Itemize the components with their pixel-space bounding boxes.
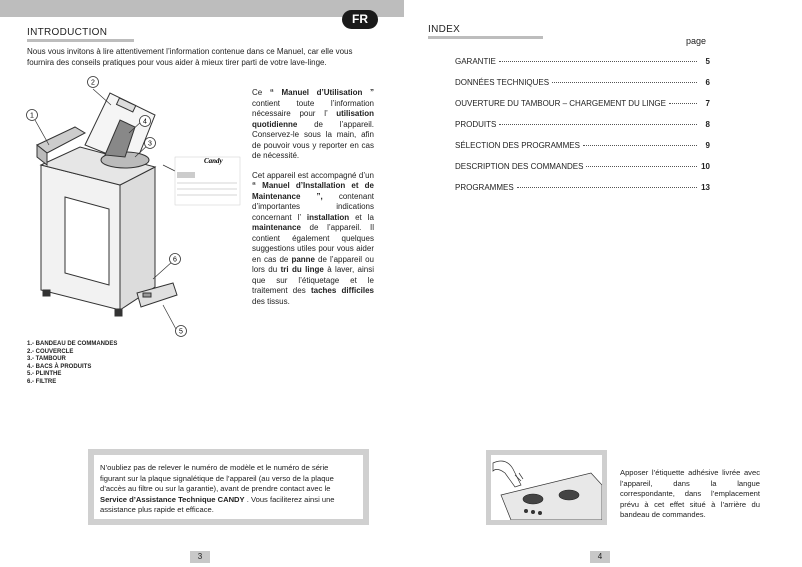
index-entry-produits[interactable]: PRODUITS 8	[455, 120, 710, 129]
page-number-left: 3	[190, 551, 210, 563]
index-entry-ouverture-tambour[interactable]: OUVERTURE DU TAMBOUR – CHARGEMENT DU LINGE 7	[455, 99, 710, 108]
callout-4: 4	[143, 118, 147, 126]
service-note-text: N’oubliez pas de relever le numéro de modèle et le numéro de série figurant sur la plaque signalétique de l’appareil (au verso de la plaque d’accès au filtre ou sur la garantie), avant de prendre contact avec le Service d’Assistance Technique CANDY . Vous faciliterez ainsi une assistance plus rapide et efficace.	[100, 463, 335, 514]
legend-item: 1.- BANDEAU DE COMMANDES	[27, 341, 118, 347]
manual-description	[252, 88, 374, 316]
control-panel-label-illustration	[491, 455, 602, 520]
callout-3: 3	[148, 140, 152, 148]
installation-manual-paragraph: Cet appareil est accompagné d’un “ Manuel d’Installation et de Maintenance ”, contenant d’importantes indications concernant l’ installation et la maintenance de l’appareil. Il contient également quelques suggestions utiles pour vous aider en cas de panne de l’appareil ou lors du tri du linge à laver, ainsi que sur l’étiquetage et le traitement des taches difficiles des tissus.	[252, 170, 375, 306]
callout-1: 1	[30, 112, 34, 120]
section-title-introduction: INTRODUCTION	[27, 27, 108, 38]
rating-plate	[163, 157, 240, 205]
callout-5: 5	[179, 328, 183, 336]
legend-item: 3.- TAMBOUR	[27, 356, 66, 362]
usage-manual-paragraph: Ce “ Manuel d’Utilisation ” contient toute l’information nécessaire pour l’ utilisation quotidienne de l’appareil. Conservez-le sous la main, afin de pouvoir vous y reporter en cas de nécessité.	[252, 88, 374, 160]
page-number-right: 4	[590, 551, 610, 563]
language-badge: FR	[342, 10, 378, 29]
callout-6: 6	[173, 256, 177, 264]
intro-paragraph: Nous vous invitons à lire attentivement l’information contenue dans ce Manuel, car elle vous fournira des conseils pratiques pour vous aider à mieux tirer parti de votre lave-linge.	[27, 47, 353, 67]
index-entry-selection-programmes[interactable]: SÉLECTION DES PROGRAMMES 9	[455, 141, 710, 150]
legend-item: 2.- COUVERCLE	[27, 348, 74, 355]
legend-item: 6.- FILTRE	[27, 378, 57, 385]
section-title-index: INDEX	[428, 24, 461, 35]
title-underline	[27, 39, 134, 42]
label-illustration-frame	[486, 450, 607, 525]
index-entry-garantie[interactable]: GARANTIE 5	[455, 57, 710, 66]
index-entry-description-commandes[interactable]: DESCRIPTION DES COMMANDES 10	[455, 162, 710, 171]
washing-machine-illustration	[25, 75, 255, 340]
index-entry-programmes[interactable]: PROGRAMMES 13	[455, 183, 710, 192]
callout-2: 2	[91, 79, 95, 87]
label-instruction-text: Apposer l’étiquette adhésive livrée avec l’appareil, dans la langue correspondante, dans l’emplacement prévu à cet effet situé à l’arrière du bandeau de commandes.	[620, 468, 760, 519]
page-column-label: page	[686, 36, 707, 46]
title-underline	[428, 36, 543, 39]
index-entry-donnees-techniques[interactable]: DONNÉES TECHNIQUES 6	[455, 78, 710, 87]
legend-item: 4.- BACS À PRODUITS	[27, 363, 92, 370]
plate-brand: Candy	[204, 157, 223, 165]
parts-legend	[27, 341, 117, 386]
legend-item: 5.- PLINTHE	[27, 371, 62, 377]
service-note-box	[88, 449, 369, 525]
